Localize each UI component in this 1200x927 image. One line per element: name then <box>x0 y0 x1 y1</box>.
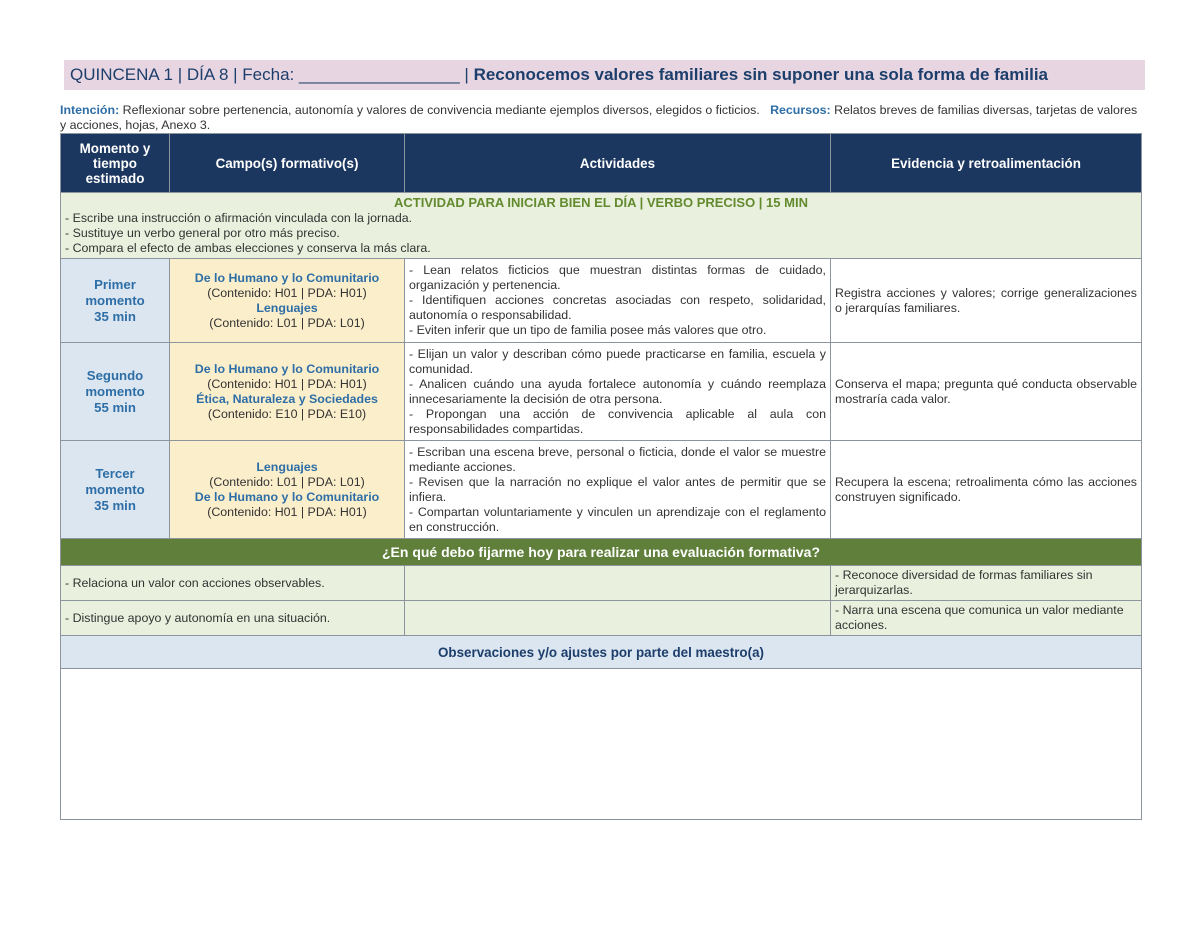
observations-header-row <box>61 636 1142 669</box>
title-text: Reconocemos valores familiares sin suponer una sola forma de familia <box>473 65 1049 84</box>
intent-block <box>60 103 1142 133</box>
moment-row-1 <box>61 259 1142 343</box>
evaluation-row <box>61 601 1142 636</box>
evaluation-item: - Reconoce diversidad de formas familiares sin jerarquizarlas. <box>831 566 1142 601</box>
activity-item: - Eviten inferir que un tipo de familia posee más valores que otro. <box>409 323 767 337</box>
activity-item: - Propongan una acción de convivencia aplicable al aula con responsabilidades compartidas. <box>409 406 826 436</box>
moment-label: momento <box>85 292 145 308</box>
activity-item: - Lean relatos ficticios que muestran distintas formas de cuidado, organización y pertenencia. <box>409 263 826 292</box>
moment-label: Tercer <box>95 465 135 481</box>
evidence-cell: Recupera la escena; retroalimenta cómo las acciones construyen significado. <box>831 441 1142 539</box>
evidence-cell: Registra acciones y valores; corrige generalizaciones o jerarquías familiares. <box>831 259 1142 343</box>
campo-name: De lo Humano y lo Comunitario <box>194 489 380 504</box>
observations-area[interactable] <box>61 669 1142 820</box>
inicio-line: - Compara el efecto de ambas elecciones y conserva la más clara. <box>65 241 431 255</box>
title-prefix: QUINCENA 1 | DÍA 8 | Fecha: _________________ | <box>70 65 469 84</box>
observations-title: Observaciones y/o ajustes por parte del maestro(a) <box>61 636 1142 669</box>
inicio-title: ACTIVIDAD PARA INICIAR BIEN EL DÍA | VERBO PRECISO | 15 MIN <box>394 195 808 210</box>
activity-item: - Escriban una escena breve, personal o ficticia, donde el valor se muestre mediante acciones. <box>409 444 826 474</box>
moment-row-2 <box>61 343 1142 441</box>
activity-item: - Compartan voluntariamente y vinculen un aprendizaje con el reglamento en construcción. <box>409 504 826 534</box>
evaluation-spacer <box>405 601 831 636</box>
evaluation-item: - Narra una escena que comunica un valor mediante acciones. <box>831 601 1142 636</box>
campo-cell <box>170 343 405 441</box>
table-header-row <box>61 134 1142 193</box>
campo-name: De lo Humano y lo Comunitario <box>194 270 380 285</box>
moment-cell <box>61 343 170 441</box>
campo-content: (Contenido: L01 | PDA: L01) <box>209 474 365 489</box>
evaluation-header-row <box>61 539 1142 566</box>
moment-time: 55 min <box>94 399 136 415</box>
header-campo: Campo(s) formativo(s) <box>170 134 405 193</box>
planning-table <box>60 133 1142 820</box>
evidence-cell: Conserva el mapa; pregunta qué conducta observable mostraría cada valor. <box>831 343 1142 441</box>
intencion-label: Intención: <box>60 103 120 117</box>
recursos-label: Recursos: <box>770 103 831 117</box>
activities-cell <box>405 343 831 441</box>
campo-content: (Contenido: H01 | PDA: H01) <box>207 285 367 300</box>
inicio-line: - Escribe una instrucción o afirmación vinculada con la jornada. <box>65 211 413 225</box>
evaluation-title: ¿En qué debo fijarme hoy para realizar una evaluación formativa? <box>61 539 1142 566</box>
moment-cell <box>61 259 170 343</box>
recursos-text: Relatos breves de familias diversas, tarjetas de valores y acciones, hojas, Anexo 3. <box>60 103 1138 132</box>
moment-row-3 <box>61 441 1142 539</box>
page-title <box>64 60 1145 90</box>
activities-cell <box>405 259 831 343</box>
campo-name: Lenguajes <box>256 300 318 315</box>
campo-content: (Contenido: L01 | PDA: L01) <box>209 315 365 330</box>
activity-item: - Identifiquen acciones concretas asociadas con respeto, solidaridad, autonomía o responsabilidad. <box>409 293 826 322</box>
intencion-text: Reflexionar sobre pertenencia, autonomía y valores de convivencia mediante ejemplos diversos, elegidos o ficticios. <box>122 103 760 117</box>
campo-cell <box>170 441 405 539</box>
moment-time: 35 min <box>94 497 136 513</box>
campo-name: Ética, Naturaleza y Sociedades <box>196 391 378 406</box>
campo-cell <box>170 259 405 343</box>
inicio-line: - Sustituye un verbo general por otro más preciso. <box>65 226 340 240</box>
header-actividades: Actividades <box>405 134 831 193</box>
moment-label: momento <box>85 383 145 399</box>
moment-time: 35 min <box>94 308 136 324</box>
activities-cell <box>405 441 831 539</box>
moment-label: Primer <box>94 276 136 292</box>
header-momento: Momento y tiempo estimado <box>61 134 170 193</box>
moment-label: momento <box>85 481 145 497</box>
activity-item: - Analicen cuándo una ayuda fortalece autonomía y cuándo reemplaza innecesariamente la decisión de otra persona. <box>409 376 826 406</box>
inicio-row <box>61 193 1142 259</box>
campo-content: (Contenido: H01 | PDA: H01) <box>207 504 367 519</box>
evaluation-row <box>61 566 1142 601</box>
inicio-cell <box>61 193 1142 259</box>
evaluation-item: - Relaciona un valor con acciones observables. <box>61 566 405 601</box>
moment-label: Segundo <box>86 367 144 383</box>
campo-content: (Contenido: H01 | PDA: H01) <box>207 376 367 391</box>
campo-name: Lenguajes <box>256 459 318 474</box>
activity-item: - Revisen que la narración no explique el valor antes de permitir que se infiera. <box>409 474 826 504</box>
moment-cell <box>61 441 170 539</box>
campo-name: De lo Humano y lo Comunitario <box>194 361 380 376</box>
evaluation-spacer <box>405 566 831 601</box>
evaluation-item: - Distingue apoyo y autonomía en una situación. <box>61 601 405 636</box>
activity-item: - Elijan un valor y describan cómo puede practicarse en familia, escuela y comunidad. <box>409 346 826 376</box>
campo-content: (Contenido: E10 | PDA: E10) <box>207 406 367 421</box>
header-evidencia: Evidencia y retroalimentación <box>831 134 1142 193</box>
observations-body-row <box>61 669 1142 820</box>
